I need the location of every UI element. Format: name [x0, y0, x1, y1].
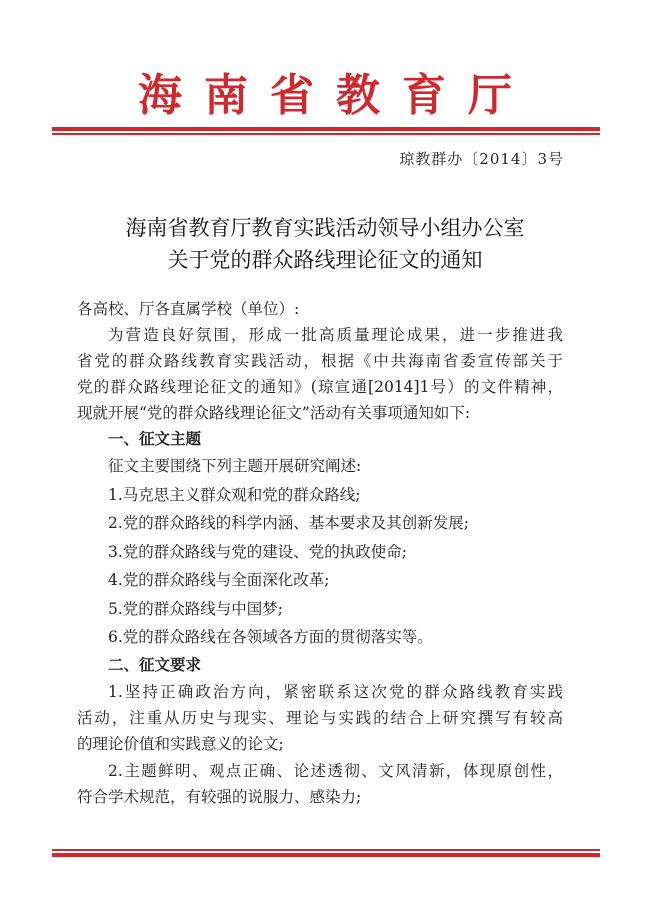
topic-item: 2.党的群众路线的科学内涵、基本要求及其创新发展; [108, 514, 470, 532]
salutation: 各高校、厅各直属学校（单位）: [77, 300, 300, 318]
intro-line: 省党的群众路线教育实践活动，根据《中共海南省委宣传部关于 [77, 352, 563, 370]
requirement-line: 的理论价值和实践意义的论文; [77, 734, 284, 753]
intro-line: 现就开展“党的群众路线理论征文”活动有关事项通知如下: [77, 404, 471, 422]
requirement-line: 2.主题鲜明、观点正确、论述透彻、文风清新，体现原创性， [108, 761, 563, 780]
document-title-line-2: 关于党的群众路线理论征文的通知 [167, 248, 483, 272]
footer-red-rule-thin [52, 849, 600, 851]
requirement-line: 符合学术规范，有较强的说服力、感染力; [77, 787, 362, 806]
topic-item: 1.马克思主义群众观和党的群众路线; [108, 485, 361, 504]
header-red-rule-thick [52, 127, 600, 131]
requirement-line: 活动，注重从历史与现实、理论与实践的结合上研究撰写有较高 [77, 708, 563, 727]
requirement-line: 1.坚持正确政治方向，紧密联系这次党的群众路线教育实践 [108, 682, 563, 701]
header-red-rule-thin [52, 133, 600, 135]
section-lead: 征文主要围绕下列主题开展研究阐述: [108, 457, 362, 475]
topic-item: 5.党的群众路线与中国梦; [108, 599, 284, 618]
document-body [77, 296, 563, 810]
section-heading: 一、征文主题 [108, 430, 202, 448]
footer-red-rule-thick [52, 853, 600, 857]
section-heading: 二、征文要求 [108, 655, 202, 674]
document-title-line-1: 海南省教育厅教育实践活动领导小组办公室 [125, 216, 525, 240]
document-number: 琼教群办〔2014〕3号 [399, 150, 564, 168]
topic-item: 3.党的群众路线与党的建设、党的执政使命; [108, 542, 408, 561]
intro-line: 党的群众路线理论征文的通知》(琼宣通[2014]1号）的文件精神， [77, 378, 563, 396]
intro-line: 为营造良好氛围，形成一批高质量理论成果，进一步推进我 [108, 326, 563, 344]
topic-item: 6.党的群众路线在各领域各方面的贯彻落实等。 [108, 628, 433, 646]
topic-item: 4.党的群众路线与全面深化改革; [108, 571, 330, 589]
issuing-authority-header: 海南省教育厅 [138, 70, 534, 121]
